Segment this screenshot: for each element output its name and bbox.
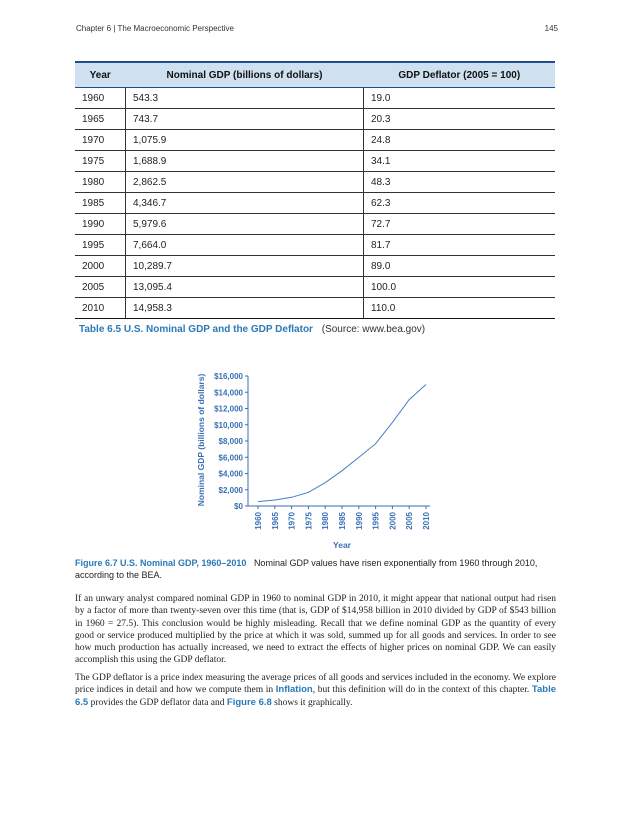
cell-gdp-deflator: 100.0 — [364, 277, 556, 298]
cell-nominal-gdp: 2,862.5 — [126, 172, 364, 193]
cell-year: 1970 — [75, 130, 126, 151]
page-number: 145 — [544, 24, 558, 33]
y-tick-label: $16,000 — [214, 372, 243, 381]
table-row — [75, 172, 555, 193]
link-figure-6-8[interactable]: Figure 6.8 — [226, 696, 272, 708]
cell-nominal-gdp: 13,095.4 — [126, 277, 364, 298]
table-row — [75, 235, 555, 256]
table-caption-label: Table 6.5 U.S. Nominal GDP and the GDP Deflator — [79, 324, 313, 335]
cell-year: 1980 — [75, 172, 126, 193]
x-tick-label: 1990 — [354, 512, 364, 530]
cell-gdp-deflator: 19.0 — [364, 88, 556, 109]
cell-year: 1995 — [75, 235, 126, 256]
cell-gdp-deflator: 81.7 — [364, 235, 556, 256]
cell-year: 1985 — [75, 193, 126, 214]
cell-year: 1960 — [75, 88, 126, 109]
cell-gdp-deflator: 48.3 — [364, 172, 556, 193]
cell-gdp-deflator: 110.0 — [364, 298, 556, 319]
gdp-table — [75, 61, 555, 319]
table-row — [75, 277, 555, 298]
x-tick-label: 2010 — [422, 512, 431, 530]
paragraph-text: shows it graphically. — [271, 697, 353, 708]
cell-nominal-gdp: 543.3 — [126, 88, 364, 109]
figure-caption-label: Figure 6.7 U.S. Nominal GDP, 1960–2010 — [75, 558, 247, 568]
cell-nominal-gdp: 5,979.6 — [126, 214, 364, 235]
y-tick-label: $4,000 — [218, 469, 243, 479]
table-caption-source: (Source: www.bea.gov) — [321, 324, 426, 335]
y-tick-label: $14,000 — [214, 388, 243, 398]
table-row — [75, 130, 555, 151]
cell-year: 1965 — [75, 109, 126, 130]
x-axis-label: Year — [333, 540, 351, 550]
y-tick-label: $0 — [234, 502, 243, 511]
column-header-gdp-deflator: GDP Deflator (2005 = 100) — [364, 62, 556, 88]
y-tick-label: $6,000 — [218, 453, 243, 463]
y-tick-label: $12,000 — [214, 404, 243, 414]
x-tick-label: 1995 — [371, 512, 381, 530]
column-header-nominal-gdp: Nominal GDP (billions of dollars) — [126, 62, 364, 88]
cell-gdp-deflator: 34.1 — [364, 151, 556, 172]
cell-gdp-deflator: 20.3 — [364, 109, 556, 130]
cell-year: 2000 — [75, 256, 126, 277]
x-tick-label: 1965 — [270, 512, 280, 530]
x-tick-label: 1975 — [304, 512, 314, 530]
table-row — [75, 298, 555, 319]
link-table-6-5[interactable]: Table 6.5 — [75, 684, 556, 708]
table-body — [75, 88, 555, 319]
y-tick-label: $8,000 — [218, 437, 243, 446]
table-row — [75, 256, 555, 277]
paragraph-gdp-deflator — [75, 672, 556, 709]
link-inflation[interactable]: Inflation — [275, 684, 313, 696]
cell-nominal-gdp: 743.7 — [126, 109, 364, 130]
paragraph-text: , but this definition will do in the context of this chapter. — [312, 685, 532, 696]
series-line-nominal-gdp — [258, 385, 426, 502]
y-tick-label: $10,000 — [214, 420, 243, 430]
x-tick-label: 1960 — [254, 512, 263, 530]
paragraph-text: provides the GDP deflator data and — [88, 697, 227, 708]
column-header-year: Year — [75, 62, 126, 88]
cell-year: 1990 — [75, 214, 126, 235]
x-tick-label: 2005 — [405, 512, 415, 530]
running-header: Chapter 6 | The Macroeconomic Perspective — [76, 24, 235, 33]
x-tick-label: 1980 — [321, 512, 331, 530]
figure-caption-text: Nominal GDP values have risen exponentially from 1960 through 2010, according to the BEA. — [75, 558, 538, 580]
x-tick-label: 1970 — [287, 512, 297, 530]
table-row — [75, 214, 555, 235]
table-row — [75, 109, 555, 130]
cell-nominal-gdp: 7,664.0 — [126, 235, 364, 256]
cell-gdp-deflator: 72.7 — [364, 214, 556, 235]
table-caption — [79, 324, 425, 335]
cell-year: 1975 — [75, 151, 126, 172]
cell-gdp-deflator: 89.0 — [364, 256, 556, 277]
x-tick-label: 1985 — [338, 512, 347, 530]
paragraph-text: The GDP deflator is a price index measuring the average prices of all goods and services included in the economy. We explore price indices in detail and how we compute them in — [75, 673, 556, 696]
cell-year: 2010 — [75, 298, 126, 319]
nominal-gdp-chart — [190, 365, 450, 555]
y-tick-label: $2,000 — [218, 485, 243, 495]
cell-nominal-gdp: 14,958.3 — [126, 298, 364, 319]
cell-gdp-deflator: 24.8 — [364, 130, 556, 151]
cell-nominal-gdp: 10,289.7 — [126, 256, 364, 277]
figure-caption — [75, 557, 555, 581]
table-row — [75, 88, 555, 109]
table-row — [75, 151, 555, 172]
table-row — [75, 193, 555, 214]
y-axis-label: Nominal GDP (billions of dollars) — [196, 373, 206, 507]
x-tick-label: 2000 — [388, 512, 398, 530]
cell-gdp-deflator: 62.3 — [364, 193, 556, 214]
cell-year: 2005 — [75, 277, 126, 298]
paragraph-nominal-gdp: If an unwary analyst compared nominal GDP in 1960 to nominal GDP in 2010, it might appear that national output had risen by a factor of more than twenty-seven over this time (that is, GDP of $14,958 billion in 2010 divided by GDP of $543 billion in 1960 = 27.5). This conclusion would be highly misleading. Recall that we define nominal GDP as the quantity of every good or service produced multiplied by the price at which it was sold, summed up for all goods and services. In order to see how much production has actually increased, we need to extract the effects of higher prices on nominal GDP. We can easily accomplish this using the GDP deflator. — [75, 594, 556, 666]
table-header-row — [75, 62, 555, 88]
cell-nominal-gdp: 4,346.7 — [126, 193, 364, 214]
cell-nominal-gdp: 1,688.9 — [126, 151, 364, 172]
cell-nominal-gdp: 1,075.9 — [126, 130, 364, 151]
